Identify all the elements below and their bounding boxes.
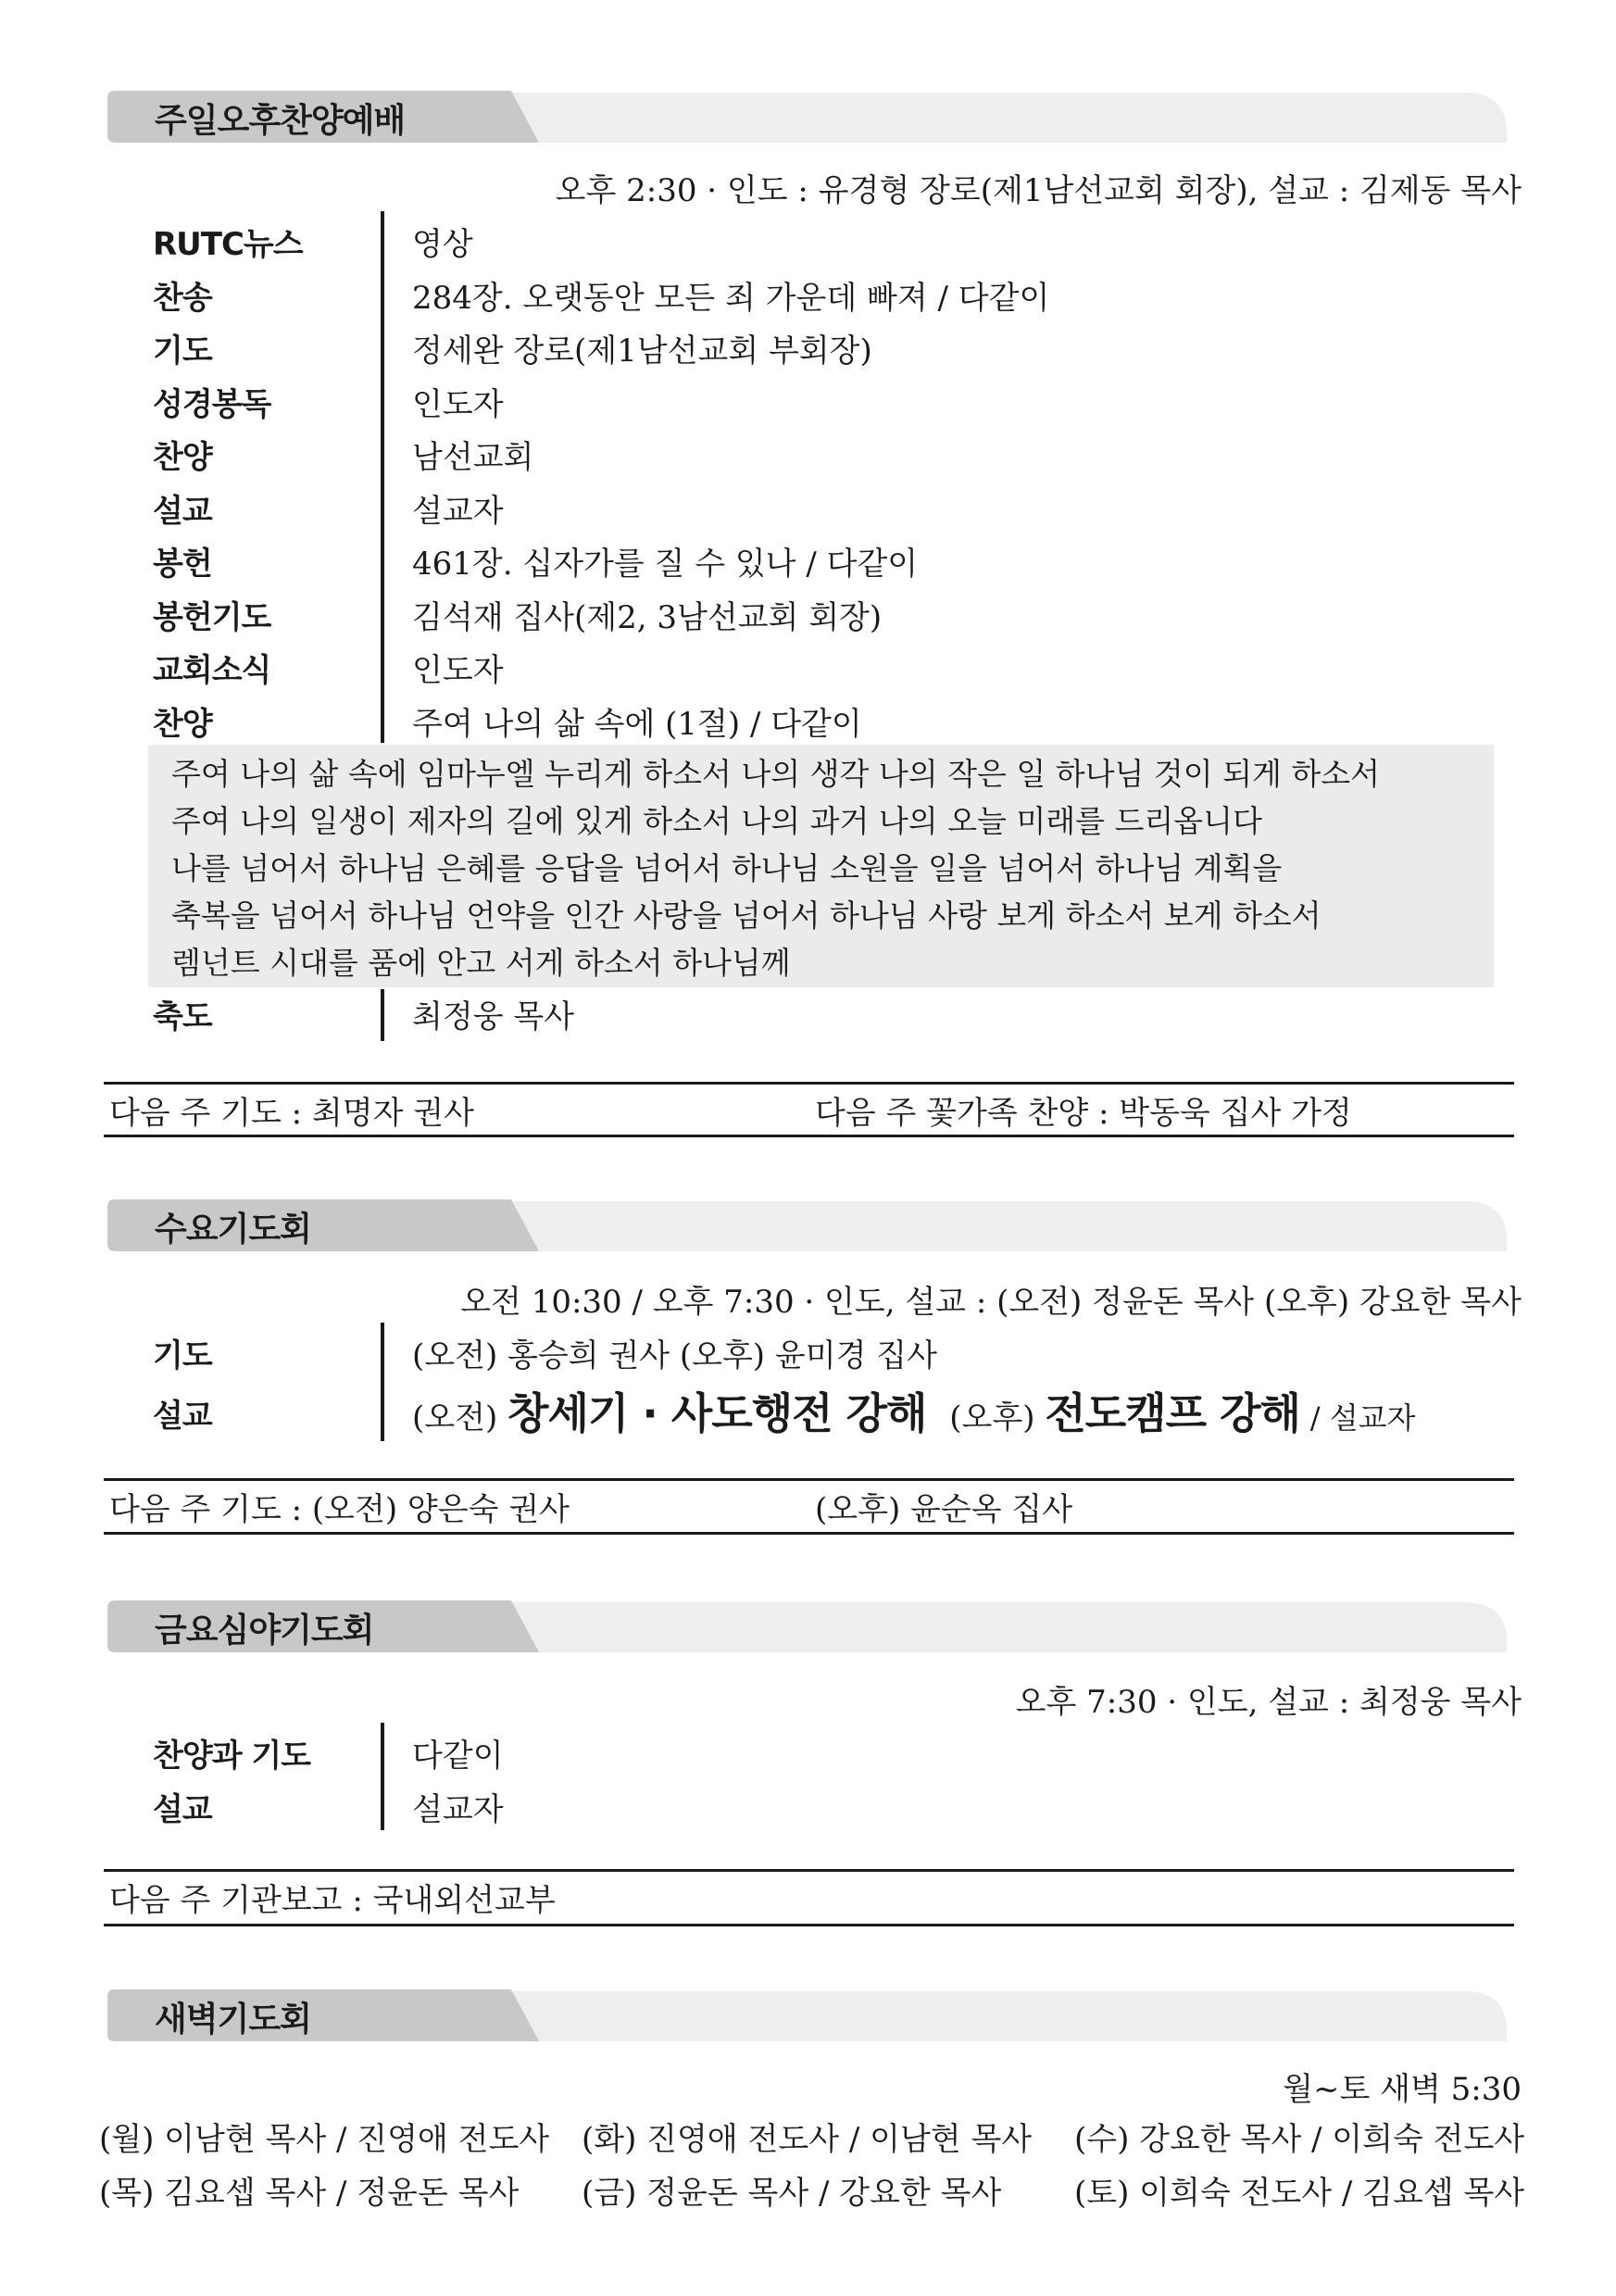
next-week-report: 다음 주 기관보고 : 국내외선교부 <box>109 1882 556 1919</box>
rule-top <box>104 1478 1514 1481</box>
next-week-praise: 다음 주 꽃가족 찬양 : 박동욱 집사 가정 <box>815 1095 1352 1132</box>
rule-top <box>104 1869 1514 1872</box>
lyric-line: 주여 나의 일생이 제자의 길에 있게 하소서 나의 과거 나의 오늘 미래를 드리옵니다 <box>171 803 1262 839</box>
divider-bar <box>381 989 384 1041</box>
lyrics-box <box>148 745 1494 987</box>
sermon-suffix: / 설교자 <box>1309 1400 1416 1436</box>
item-label: 기도 <box>153 332 212 370</box>
next-week-prayer: 다음 주 기도 : (오전) 양은숙 권사 <box>109 1491 570 1528</box>
item-value: (오전) 홍승희 권사 (오후) 윤미경 집사 <box>412 1337 937 1374</box>
section-banner-friday <box>104 1591 1511 1663</box>
item-label: 찬양 <box>153 706 212 743</box>
dawn-schedule-thu: (목) 김요셉 목사 / 정윤돈 목사 <box>99 2175 520 2212</box>
am-sermon-title: 창세기 · 사도행전 강해 <box>507 1388 927 1438</box>
benediction-value: 최정웅 목사 <box>412 998 575 1035</box>
banner-shape <box>104 1980 1511 2052</box>
item-value: 설교자 <box>412 493 504 530</box>
divider-bar <box>381 211 384 743</box>
next-week-prayer: 다음 주 기도 : 최명자 권사 <box>109 1095 474 1132</box>
rule-bottom <box>104 1532 1514 1535</box>
rule-bottom <box>104 1135 1514 1137</box>
item-value: 남선교회 <box>412 439 534 476</box>
dawn-schedule-wed: (수) 강요한 목사 / 이희숙 전도사 <box>1074 2121 1525 2158</box>
am-prefix: (오전) <box>412 1399 498 1437</box>
service-info: 오후 2:30 · 인도 : 유경형 장로(제1남선교회 회장), 설교 : 김제동 목사 <box>555 172 1522 209</box>
dawn-schedule-tue: (화) 진영애 전도사 / 이남현 목사 <box>582 2121 1033 2158</box>
sermon-line <box>412 1380 1415 1441</box>
item-label: 봉헌 <box>153 546 212 583</box>
item-label: 기도 <box>153 1337 212 1374</box>
lyric-line: 축복을 넘어서 하나님 언약을 인간 사랑을 넘어서 하나님 사랑 보게 하소서 보게 하소서 <box>171 897 1322 934</box>
item-value: 김석재 집사(제2, 3남선교회 회장) <box>412 599 883 636</box>
item-label: 찬송 <box>153 280 212 317</box>
pm-sermon-title: 전도캠프 강해 <box>1045 1388 1300 1438</box>
item-value: 주여 나의 삶 속에 (1절) / 다같이 <box>412 706 862 743</box>
dawn-schedule-sat: (토) 이희숙 전도사 / 김요셉 목사 <box>1074 2175 1525 2212</box>
service-info: 월~토 새벽 5:30 <box>1283 2071 1522 2108</box>
section-title: 주일오후찬양예배 <box>155 102 406 140</box>
item-value: 영상 <box>412 226 473 263</box>
divider-bar <box>381 1323 384 1441</box>
item-label: 설교 <box>153 1398 212 1435</box>
next-week-prayer-pm: (오후) 윤순옥 집사 <box>815 1491 1073 1528</box>
lyric-line: 주여 나의 삶 속에 임마누엘 누리게 하소서 나의 생각 나의 작은 일 하나님 것이 되게 하소서 <box>171 756 1380 792</box>
item-value: 461장. 십자가를 질 수 있나 / 다같이 <box>412 546 919 583</box>
section-banner-sunday <box>104 82 1511 154</box>
service-info: 오전 10:30 / 오후 7:30 · 인도, 설교 : (오전) 정윤돈 목사 (오후) 강요한 목사 <box>460 1284 1522 1321</box>
banner-shape <box>104 1190 1511 1262</box>
section-title: 수요기도회 <box>155 1211 311 1248</box>
divider-bar <box>381 1723 384 1830</box>
item-value: 인도자 <box>412 652 504 689</box>
service-info: 오후 7:30 · 인도, 설교 : 최정웅 목사 <box>1015 1684 1522 1721</box>
item-value: 다같이 <box>412 1738 504 1775</box>
rule-bottom <box>104 1924 1514 1926</box>
section-banner-wednesday <box>104 1190 1511 1262</box>
dawn-schedule-fri: (금) 정윤돈 목사 / 강요한 목사 <box>582 2175 1002 2212</box>
dawn-schedule-mon: (월) 이남현 목사 / 진영애 전도사 <box>99 2121 550 2158</box>
pm-prefix: (오후) <box>949 1399 1035 1437</box>
item-label: 봉헌기도 <box>153 599 271 636</box>
item-value: 인도자 <box>412 386 504 423</box>
item-label: 설교 <box>153 1791 212 1828</box>
item-label: 찬양 <box>153 439 212 476</box>
item-label: 성경봉독 <box>153 386 271 423</box>
item-label: 교회소식 <box>153 652 271 689</box>
item-label: 찬양과 기도 <box>153 1738 311 1775</box>
section-title: 금요심야기도회 <box>155 1612 374 1650</box>
lyric-line: 렘넌트 시대를 품에 안고 서게 하소서 하나님께 <box>171 945 791 981</box>
rule-top <box>104 1082 1514 1085</box>
section-title: 새벽기도회 <box>155 2001 311 2039</box>
item-value: 설교자 <box>412 1791 504 1828</box>
item-label: 설교 <box>153 493 212 530</box>
section-banner-dawn <box>104 1980 1511 2052</box>
benediction-label: 축도 <box>153 998 212 1035</box>
lyric-line: 나를 넘어서 하나님 은혜를 응답을 넘어서 하나님 소원을 일을 넘어서 하나님 계획을 <box>171 850 1283 886</box>
item-value: 정세완 장로(제1남선교회 부회장) <box>412 332 872 370</box>
item-label: RUTC뉴스 <box>153 226 303 263</box>
item-value: 284장. 오랫동안 모든 죄 가운데 빠져 / 다같이 <box>412 280 1050 317</box>
